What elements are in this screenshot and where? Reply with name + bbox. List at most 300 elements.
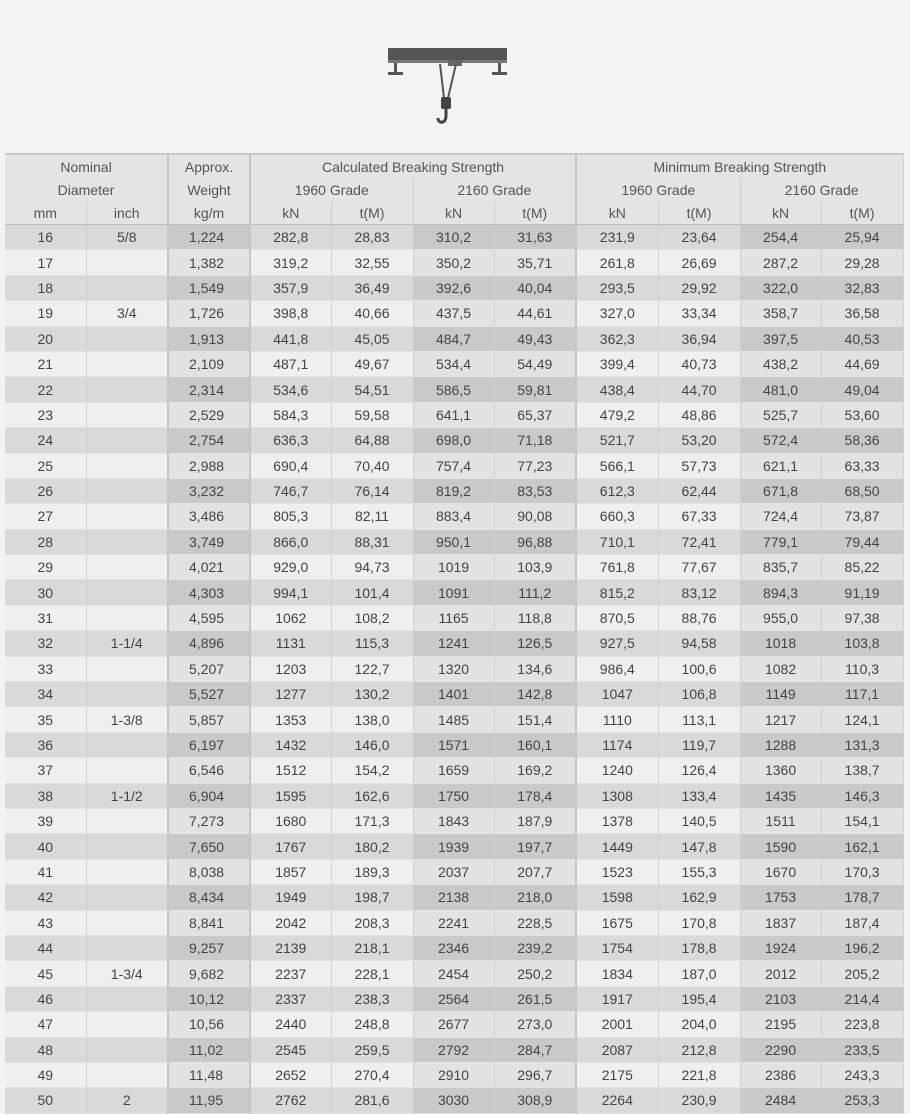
cell-mm: 45	[5, 961, 86, 986]
cell-calc-1960-kn: 994,1	[250, 580, 331, 605]
cell-weight: 5,527	[168, 682, 250, 707]
cell-min-1960-kn: 438,4	[576, 377, 658, 402]
cell-min-2160-t: 73,87	[821, 504, 903, 529]
cell-min-2160-t: 97,38	[821, 605, 903, 630]
cell-min-1960-kn: 1110	[576, 707, 658, 732]
cell-calc-2160-t: 296,7	[494, 1062, 576, 1087]
cell-min-2160-kn: 1837	[740, 910, 821, 935]
cell-min-1960-t: 155,3	[658, 859, 740, 884]
cell-calc-1960-t: 40,66	[331, 301, 413, 326]
cell-calc-1960-kn: 1949	[250, 885, 331, 910]
cell-calc-2160-kn: 1165	[413, 605, 494, 630]
cell-min-1960-kn: 761,8	[576, 555, 658, 580]
cell-inch: 1-3/4	[86, 961, 168, 986]
cell-min-1960-t: 88,76	[658, 605, 740, 630]
cell-calc-1960-kn: 1512	[250, 758, 331, 783]
table-row	[5, 935, 903, 960]
cell-min-1960-t: 178,8	[658, 935, 740, 960]
cell-min-1960-kn: 399,4	[576, 351, 658, 376]
cell-calc-2160-t: 197,7	[494, 834, 576, 859]
cell-calc-1960-t: 238,3	[331, 986, 413, 1011]
table-row	[5, 275, 903, 300]
cell-calc-2160-t: 35,71	[494, 250, 576, 275]
cell-inch	[86, 250, 168, 275]
cell-min-2160-t: 44,69	[821, 351, 903, 376]
cell-inch	[86, 656, 168, 681]
cell-mm: 38	[5, 783, 86, 808]
cell-calc-1960-t: 270,4	[331, 1062, 413, 1087]
cell-weight: 7,650	[168, 834, 250, 859]
cell-min-2160-t: 187,4	[821, 910, 903, 935]
table-row	[5, 656, 903, 681]
table-row	[5, 986, 903, 1011]
cell-calc-1960-t: 82,11	[331, 504, 413, 529]
cell-calc-1960-kn: 929,0	[250, 555, 331, 580]
cell-calc-1960-t: 198,7	[331, 885, 413, 910]
cell-mm: 21	[5, 351, 86, 376]
cell-calc-2160-t: 134,6	[494, 656, 576, 681]
cell-calc-1960-t: 49,67	[331, 351, 413, 376]
table-row	[5, 478, 903, 503]
cell-mm: 44	[5, 935, 86, 960]
cell-calc-2160-t: 142,8	[494, 682, 576, 707]
table-row	[5, 1062, 903, 1087]
cell-min-1960-kn: 1917	[576, 986, 658, 1011]
cell-inch	[86, 605, 168, 630]
cell-min-1960-t: 147,8	[658, 834, 740, 859]
cell-calc-2160-kn: 1241	[413, 631, 494, 656]
cell-mm: 50	[5, 1088, 86, 1113]
cell-calc-1960-kn: 398,8	[250, 301, 331, 326]
unit-kn: kN	[250, 201, 331, 225]
cell-calc-2160-t: 250,2	[494, 961, 576, 986]
cell-inch	[86, 402, 168, 427]
cell-min-1960-kn: 2087	[576, 1037, 658, 1062]
cell-weight: 11,48	[168, 1062, 250, 1087]
cell-calc-2160-t: 31,63	[494, 225, 576, 250]
table-row	[5, 555, 903, 580]
weight-header: Weight	[168, 178, 250, 201]
cell-min-2160-t: 162,1	[821, 834, 903, 859]
cell-mm: 35	[5, 707, 86, 732]
cell-calc-1960-t: 59,58	[331, 402, 413, 427]
cell-weight: 6,904	[168, 783, 250, 808]
unit-t: t(M)	[494, 201, 576, 225]
cell-weight: 8,434	[168, 885, 250, 910]
cell-inch	[86, 504, 168, 529]
cell-min-2160-kn: 254,4	[740, 225, 821, 250]
unit-kgm: kg/m	[168, 201, 250, 225]
table-row	[5, 808, 903, 833]
cell-min-2160-t: 170,3	[821, 859, 903, 884]
table-row	[5, 910, 903, 935]
cell-min-1960-t: 33,34	[658, 301, 740, 326]
cell-inch	[86, 478, 168, 503]
cell-calc-2160-kn: 437,5	[413, 301, 494, 326]
cell-min-1960-t: 57,73	[658, 453, 740, 478]
cell-calc-1960-t: 138,0	[331, 707, 413, 732]
cell-min-2160-kn: 955,0	[740, 605, 821, 630]
table-row	[5, 351, 903, 376]
cell-min-1960-t: 40,73	[658, 351, 740, 376]
cell-weight: 8,841	[168, 910, 250, 935]
cell-min-1960-kn: 1675	[576, 910, 658, 935]
cell-weight: 4,595	[168, 605, 250, 630]
cell-mm: 34	[5, 682, 86, 707]
cell-min-1960-t: 48,86	[658, 402, 740, 427]
cell-calc-2160-kn: 1320	[413, 656, 494, 681]
cell-min-2160-kn: 2484	[740, 1088, 821, 1113]
cell-calc-2160-kn: 950,1	[413, 529, 494, 554]
cell-min-2160-kn: 2386	[740, 1062, 821, 1087]
cell-calc-2160-kn: 1019	[413, 555, 494, 580]
cell-calc-1960-kn: 1680	[250, 808, 331, 833]
cell-calc-2160-t: 103,9	[494, 555, 576, 580]
cell-min-1960-kn: 1754	[576, 935, 658, 960]
unit-mm: mm	[5, 201, 86, 225]
cell-calc-1960-kn: 357,9	[250, 275, 331, 300]
cell-calc-2160-kn: 757,4	[413, 453, 494, 478]
cell-min-1960-kn: 2001	[576, 1012, 658, 1037]
cell-calc-1960-kn: 1767	[250, 834, 331, 859]
cell-mm: 30	[5, 580, 86, 605]
cell-min-2160-t: 233,5	[821, 1037, 903, 1062]
cell-min-1960-kn: 986,4	[576, 656, 658, 681]
unit-t: t(M)	[658, 201, 740, 225]
cell-weight: 2,314	[168, 377, 250, 402]
cell-min-2160-kn: 358,7	[740, 301, 821, 326]
cell-mm: 18	[5, 275, 86, 300]
cell-calc-2160-t: 207,7	[494, 859, 576, 884]
cell-calc-1960-kn: 2652	[250, 1062, 331, 1087]
cell-calc-1960-t: 88,31	[331, 529, 413, 554]
cell-mm: 25	[5, 453, 86, 478]
cell-inch	[86, 428, 168, 453]
cell-min-2160-t: 103,8	[821, 631, 903, 656]
cell-calc-1960-kn: 441,8	[250, 326, 331, 351]
cell-inch: 2	[86, 1088, 168, 1113]
cell-mm: 49	[5, 1062, 86, 1087]
cell-mm: 16	[5, 225, 86, 250]
cell-inch	[86, 326, 168, 351]
cell-calc-1960-t: 36,49	[331, 275, 413, 300]
cell-calc-2160-t: 178,4	[494, 783, 576, 808]
cell-calc-2160-kn: 1659	[413, 758, 494, 783]
cell-calc-2160-kn: 1843	[413, 808, 494, 833]
cell-calc-1960-t: 101,4	[331, 580, 413, 605]
cell-min-1960-kn: 1449	[576, 834, 658, 859]
cell-calc-2160-kn: 1939	[413, 834, 494, 859]
cell-calc-1960-t: 218,1	[331, 935, 413, 960]
table-row	[5, 326, 903, 351]
cell-min-2160-t: 63,33	[821, 453, 903, 478]
cell-calc-1960-t: 45,05	[331, 326, 413, 351]
cell-inch	[86, 377, 168, 402]
table-row	[5, 428, 903, 453]
cell-min-1960-t: 212,8	[658, 1037, 740, 1062]
cell-min-1960-t: 133,4	[658, 783, 740, 808]
cell-mm: 26	[5, 478, 86, 503]
calc-2160-header: 2160 Grade	[413, 178, 576, 201]
cell-min-2160-kn: 2012	[740, 961, 821, 986]
cell-inch	[86, 935, 168, 960]
table-body	[5, 225, 903, 1114]
cell-min-1960-t: 44,70	[658, 377, 740, 402]
cell-calc-1960-t: 162,6	[331, 783, 413, 808]
table-row	[5, 1037, 903, 1062]
cell-mm: 40	[5, 834, 86, 859]
cell-min-2160-t: 223,8	[821, 1012, 903, 1037]
cell-min-2160-t: 25,94	[821, 225, 903, 250]
cell-min-1960-kn: 927,5	[576, 631, 658, 656]
cell-mm: 19	[5, 301, 86, 326]
cell-calc-2160-kn: 883,4	[413, 504, 494, 529]
cell-inch	[86, 910, 168, 935]
table-row	[5, 605, 903, 630]
cell-min-2160-t: 85,22	[821, 555, 903, 580]
cell-weight: 9,682	[168, 961, 250, 986]
cell-calc-1960-t: 122,7	[331, 656, 413, 681]
cell-min-1960-t: 62,44	[658, 478, 740, 503]
cell-calc-1960-kn: 1595	[250, 783, 331, 808]
cell-min-1960-t: 119,7	[658, 732, 740, 757]
cell-calc-2160-t: 96,88	[494, 529, 576, 554]
nominal-header: Nominal	[5, 154, 168, 178]
cell-min-2160-kn: 1082	[740, 656, 821, 681]
table-row	[5, 783, 903, 808]
cell-calc-1960-t: 154,2	[331, 758, 413, 783]
cell-weight: 8,038	[168, 859, 250, 884]
cell-mm: 28	[5, 529, 86, 554]
cell-inch: 3/4	[86, 301, 168, 326]
cell-calc-1960-kn: 636,3	[250, 428, 331, 453]
cell-min-1960-t: 83,12	[658, 580, 740, 605]
cell-min-2160-kn: 1149	[740, 682, 821, 707]
cell-calc-1960-kn: 319,2	[250, 250, 331, 275]
cell-mm: 27	[5, 504, 86, 529]
cell-inch: 5/8	[86, 225, 168, 250]
cell-min-2160-t: 243,3	[821, 1062, 903, 1087]
cell-calc-1960-t: 130,2	[331, 682, 413, 707]
cell-calc-1960-t: 64,88	[331, 428, 413, 453]
cell-calc-1960-t: 259,5	[331, 1037, 413, 1062]
cell-min-2160-kn: 2195	[740, 1012, 821, 1037]
cell-calc-1960-kn: 487,1	[250, 351, 331, 376]
cell-calc-1960-t: 189,3	[331, 859, 413, 884]
cell-calc-2160-kn: 641,1	[413, 402, 494, 427]
cell-min-2160-t: 196,2	[821, 935, 903, 960]
cell-calc-1960-kn: 2042	[250, 910, 331, 935]
unit-kn: kN	[576, 201, 658, 225]
cell-calc-1960-kn: 1353	[250, 707, 331, 732]
cell-weight: 7,273	[168, 808, 250, 833]
cell-calc-1960-kn: 1131	[250, 631, 331, 656]
cell-mm: 29	[5, 555, 86, 580]
cell-calc-2160-kn: 2792	[413, 1037, 494, 1062]
cell-min-2160-t: 178,7	[821, 885, 903, 910]
cell-inch	[86, 351, 168, 376]
cell-min-2160-kn: 287,2	[740, 250, 821, 275]
cell-calc-2160-kn: 3030	[413, 1088, 494, 1113]
cell-min-2160-kn: 1435	[740, 783, 821, 808]
cell-min-1960-t: 94,58	[658, 631, 740, 656]
cell-calc-2160-kn: 2346	[413, 935, 494, 960]
cell-min-1960-kn: 612,3	[576, 478, 658, 503]
cell-mm: 46	[5, 986, 86, 1011]
cell-inch: 1-3/8	[86, 707, 168, 732]
cell-min-1960-t: 221,8	[658, 1062, 740, 1087]
cell-min-1960-kn: 327,0	[576, 301, 658, 326]
cell-calc-2160-kn: 2564	[413, 986, 494, 1011]
unit-t: t(M)	[331, 201, 413, 225]
cell-min-1960-t: 106,8	[658, 682, 740, 707]
cell-calc-2160-kn: 698,0	[413, 428, 494, 453]
cell-calc-2160-t: 284,7	[494, 1037, 576, 1062]
cell-calc-2160-t: 308,9	[494, 1088, 576, 1113]
cell-mm: 31	[5, 605, 86, 630]
cell-min-1960-kn: 1598	[576, 885, 658, 910]
cell-inch	[86, 834, 168, 859]
table-row	[5, 402, 903, 427]
cell-min-2160-kn: 1360	[740, 758, 821, 783]
cell-min-1960-kn: 1308	[576, 783, 658, 808]
cell-min-1960-t: 204,0	[658, 1012, 740, 1037]
cell-inch	[86, 529, 168, 554]
cell-mm: 39	[5, 808, 86, 833]
cell-min-1960-kn: 521,7	[576, 428, 658, 453]
cell-calc-2160-kn: 1485	[413, 707, 494, 732]
cell-min-1960-t: 53,20	[658, 428, 740, 453]
cell-min-1960-t: 36,94	[658, 326, 740, 351]
cell-weight: 3,749	[168, 529, 250, 554]
cell-min-1960-kn: 1834	[576, 961, 658, 986]
cell-min-2160-kn: 1511	[740, 808, 821, 833]
cell-min-2160-kn: 671,8	[740, 478, 821, 503]
cell-min-1960-kn: 2175	[576, 1062, 658, 1087]
cell-min-2160-t: 146,3	[821, 783, 903, 808]
cell-mm: 47	[5, 1012, 86, 1037]
cell-min-1960-t: 23,64	[658, 225, 740, 250]
cell-min-1960-t: 113,1	[658, 707, 740, 732]
cell-min-1960-t: 67,33	[658, 504, 740, 529]
approx-header: Approx.	[168, 154, 250, 178]
cell-min-2160-kn: 525,7	[740, 402, 821, 427]
cell-inch	[86, 986, 168, 1011]
cell-inch	[86, 580, 168, 605]
cell-inch	[86, 758, 168, 783]
cell-calc-2160-t: 118,8	[494, 605, 576, 630]
table-row	[5, 631, 903, 656]
cell-min-2160-kn: 1018	[740, 631, 821, 656]
cell-inch	[86, 453, 168, 478]
cell-min-2160-t: 29,28	[821, 250, 903, 275]
cell-min-2160-t: 138,7	[821, 758, 903, 783]
cell-inch	[86, 275, 168, 300]
cell-min-2160-kn: 724,4	[740, 504, 821, 529]
cell-calc-2160-kn: 2241	[413, 910, 494, 935]
cell-min-1960-kn: 1240	[576, 758, 658, 783]
unit-kn: kN	[413, 201, 494, 225]
cell-min-2160-kn: 621,1	[740, 453, 821, 478]
cell-calc-2160-t: 71,18	[494, 428, 576, 453]
cell-min-2160-kn: 1590	[740, 834, 821, 859]
table-row	[5, 961, 903, 986]
cell-calc-1960-t: 28,83	[331, 225, 413, 250]
cell-calc-1960-t: 171,3	[331, 808, 413, 833]
cell-calc-2160-kn: 2037	[413, 859, 494, 884]
cell-calc-2160-t: 228,5	[494, 910, 576, 935]
cell-min-1960-kn: 293,5	[576, 275, 658, 300]
cell-min-1960-kn: 710,1	[576, 529, 658, 554]
table-row	[5, 225, 903, 250]
min-1960-header: 1960 Grade	[576, 178, 740, 201]
unit-inch: inch	[86, 201, 168, 225]
cell-min-1960-t: 195,4	[658, 986, 740, 1011]
cell-weight: 2,988	[168, 453, 250, 478]
calc-1960-header: 1960 Grade	[250, 178, 413, 201]
cell-min-1960-kn: 1523	[576, 859, 658, 884]
cell-calc-2160-kn: 2454	[413, 961, 494, 986]
cell-weight: 1,726	[168, 301, 250, 326]
cell-weight: 6,546	[168, 758, 250, 783]
cell-weight: 10,12	[168, 986, 250, 1011]
cell-calc-2160-t: 65,37	[494, 402, 576, 427]
cell-min-1960-t: 100,6	[658, 656, 740, 681]
cell-calc-2160-t: 49,43	[494, 326, 576, 351]
cell-calc-1960-kn: 866,0	[250, 529, 331, 554]
table-row	[5, 250, 903, 275]
cell-weight: 6,197	[168, 732, 250, 757]
cell-min-2160-t: 253,3	[821, 1088, 903, 1113]
cell-calc-2160-t: 261,5	[494, 986, 576, 1011]
cell-calc-2160-t: 151,4	[494, 707, 576, 732]
cell-weight: 4,303	[168, 580, 250, 605]
cell-inch	[86, 859, 168, 884]
cell-weight: 9,257	[168, 935, 250, 960]
cell-min-2160-t: 91,19	[821, 580, 903, 605]
cell-min-2160-kn: 1753	[740, 885, 821, 910]
minimum-header: Minimum Breaking Strength	[576, 154, 903, 178]
cell-calc-1960-t: 94,73	[331, 555, 413, 580]
cell-calc-1960-t: 180,2	[331, 834, 413, 859]
cell-inch: 1-1/2	[86, 783, 168, 808]
cell-min-2160-kn: 1670	[740, 859, 821, 884]
cell-weight: 2,109	[168, 351, 250, 376]
cell-inch: 1-1/4	[86, 631, 168, 656]
cell-min-2160-kn: 1288	[740, 732, 821, 757]
table-row	[5, 885, 903, 910]
cell-calc-2160-t: 44,61	[494, 301, 576, 326]
cell-min-1960-kn: 1378	[576, 808, 658, 833]
cell-min-2160-t: 40,53	[821, 326, 903, 351]
cell-min-1960-kn: 815,2	[576, 580, 658, 605]
cell-weight: 4,896	[168, 631, 250, 656]
cell-inch	[86, 1012, 168, 1037]
cell-min-2160-t: 154,1	[821, 808, 903, 833]
cell-inch	[86, 1062, 168, 1087]
cell-min-1960-t: 29,92	[658, 275, 740, 300]
cell-min-2160-t: 68,50	[821, 478, 903, 503]
cell-calc-2160-t: 77,23	[494, 453, 576, 478]
cell-calc-1960-t: 32,55	[331, 250, 413, 275]
cell-weight: 3,486	[168, 504, 250, 529]
cell-calc-1960-t: 54,51	[331, 377, 413, 402]
cell-weight: 2,754	[168, 428, 250, 453]
cell-calc-2160-t: 111,2	[494, 580, 576, 605]
cell-calc-1960-t: 228,1	[331, 961, 413, 986]
cell-min-1960-t: 230,9	[658, 1088, 740, 1113]
cell-min-2160-kn: 1924	[740, 935, 821, 960]
